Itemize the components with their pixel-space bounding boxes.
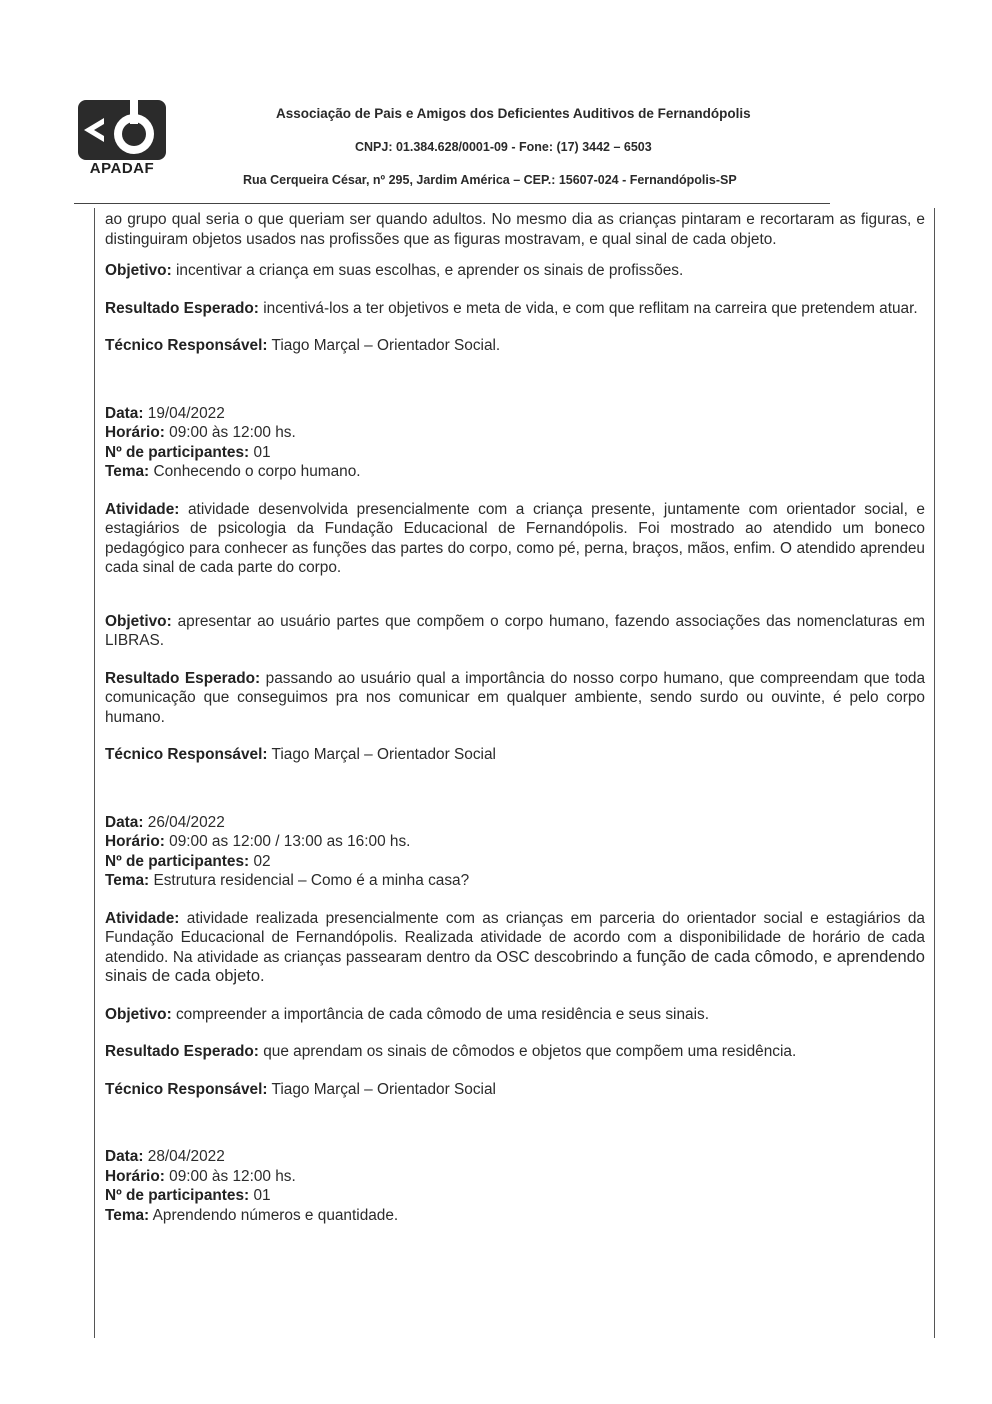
label-data: Data:	[105, 813, 144, 831]
header-divider	[74, 203, 830, 204]
intro-objetivo-text: incentivar a criança em suas escolhas, e aprender os sinais de profissões.	[175, 262, 684, 279]
label-tema: Tema:	[105, 872, 150, 889]
entry-horario-value: 09:00 às 12:00 hs.	[169, 1167, 296, 1185]
entry-horario-value: 09:00 as 12:00 / 13:00 as 16:00 hs.	[169, 833, 411, 850]
document-body	[105, 210, 925, 1225]
entry-data	[105, 1147, 925, 1167]
entry-tema	[105, 871, 925, 891]
label-atividade: Atividade:	[105, 500, 180, 518]
entry-participantes	[105, 443, 925, 463]
label-horario: Horário:	[105, 1167, 165, 1185]
entry-horario-value: 09:00 às 12:00 hs.	[169, 424, 296, 441]
label-tecnico: Técnico Responsável:	[105, 1080, 268, 1098]
cnpj-phone: CNPJ: 01.384.628/0001-09 - Fone: (17) 3442 – 6503	[355, 140, 652, 154]
intro-tecnico	[105, 336, 925, 356]
label-atividade: Atividade:	[105, 909, 180, 927]
label-tema: Tema:	[105, 1206, 150, 1224]
label-objetivo: Objetivo:	[105, 1005, 172, 1023]
label-tecnico: Técnico Responsável:	[105, 337, 268, 354]
entry-atividade-text: atividade desenvolvida presencialmente com a criança presente, juntamente com orientador social, e estagiários de psicologia da Fundação Educacional de Fernandópolis. Foi mostrado ao atendido um boneco pedagógico para conhecer as funções das partes do corpo, como pé, perna, braços, mãos, enfim. O atendido aprendeu cada sinal de cada parte do corpo.	[105, 500, 925, 576]
entry-objetivo-text: compreender a importância de cada cômodo de uma residência e seus sinais.	[175, 1005, 709, 1023]
label-data: Data:	[105, 1148, 144, 1165]
label-participantes: Nº de participantes:	[105, 1187, 250, 1204]
label-resultado: Resultado Esperado:	[105, 669, 261, 687]
entry-data-value: 19/04/2022	[147, 404, 225, 422]
label-resultado: Resultado Esperado:	[105, 1043, 259, 1060]
entry-tecnico	[105, 745, 925, 765]
intro-objetivo	[105, 261, 925, 281]
intro-tecnico-text: Tiago Marçal – Orientador Social.	[271, 337, 501, 354]
org-name: Associação de Pais e Amigos dos Deficientes Auditivos de Fernandópolis	[276, 106, 751, 121]
entry-tecnico-text: Tiago Marçal – Orientador Social	[271, 746, 496, 763]
label-data: Data:	[105, 404, 144, 422]
label-tema: Tema:	[105, 463, 150, 480]
entry-horario	[105, 423, 925, 443]
entry-participantes-value: 01	[253, 1187, 271, 1204]
entry-resultado	[105, 669, 925, 728]
entry-participantes-value: 02	[253, 852, 271, 870]
entry-tema	[105, 462, 925, 482]
label-horario: Horário:	[105, 833, 165, 850]
intro-resultado-text: incentivá-los a ter objetivos e meta de vida, e com que reflitam na carreira que pretendem atuar.	[263, 299, 918, 317]
label-tecnico: Técnico Responsável:	[105, 746, 268, 763]
entry-tecnico-text: Tiago Marçal – Orientador Social	[271, 1080, 496, 1098]
address: Rua Cerqueira César, nº 295, Jardim América – CEP.: 15607-024 - Fernandópolis-SP	[243, 173, 737, 187]
entry-objetivo	[105, 612, 925, 651]
entry-resultado-text: que aprendam os sinais de cômodos e objetos que compõem uma residência.	[263, 1043, 797, 1060]
entry-data-value: 28/04/2022	[147, 1148, 225, 1165]
entry-tema-value: Aprendendo números e quantidade.	[152, 1206, 399, 1224]
entry-objetivo-text: apresentar ao usuário partes que compõem o corpo humano, fazendo associações das nomenclaturas em LIBRAS.	[105, 612, 925, 649]
entry-horario	[105, 832, 925, 852]
entry-28-04	[105, 1147, 925, 1225]
label-objetivo: Objetivo:	[105, 262, 172, 279]
entry-atividade-text-end: a função de cada cômodo, e aprendendo sinais de cada objeto.	[105, 947, 925, 985]
entry-data-value: 26/04/2022	[147, 813, 225, 831]
entry-resultado	[105, 1042, 925, 1062]
label-objetivo: Objetivo:	[105, 612, 172, 630]
label-horario: Horário:	[105, 424, 165, 441]
entry-26-04	[105, 813, 925, 1100]
entry-atividade	[105, 500, 925, 578]
entry-tema-value: Conhecendo o corpo humano.	[153, 463, 361, 480]
entry-tema	[105, 1206, 925, 1226]
entry-atividade	[105, 909, 925, 987]
label-resultado: Resultado Esperado:	[105, 299, 259, 317]
entry-participantes	[105, 1186, 925, 1206]
entry-participantes	[105, 852, 925, 872]
entry-horario	[105, 1167, 925, 1187]
label-participantes: Nº de participantes:	[105, 443, 250, 461]
entry-tema-value: Estrutura residencial – Como é a minha casa?	[153, 872, 470, 889]
entry-tecnico	[105, 1080, 925, 1100]
entry-atividade-text: atividade realizada presencialmente com as crianças em parceria do orientador social e estagiários da Fundação Educacional de Fernandópolis. Realizada atividade de acordo com a disponibilidade de horário de cada atendido. Na atividade as crianças passearam dentro da OSC descobrindo	[105, 909, 925, 966]
logo-wordmark: APADAF	[89, 160, 155, 177]
entry-objetivo	[105, 1005, 925, 1025]
intro-continuation: ao grupo qual seria o que queriam ser quando adultos. No mesmo dia as crianças pintaram e recortaram as figuras, e distinguiram objetos usados nas profissões que as figuras mostravam, e qual sinal de cada objeto.	[105, 211, 925, 248]
intro-resultado	[105, 299, 925, 319]
entry-resultado-text: passando ao usuário qual a importância do nosso corpo humano, que compreendam que toda comunicação que conseguimos pra nos comunicar em qualquer ambiente, sendo surdo ou ouvinte, é pelo corpo humano.	[105, 669, 925, 726]
entry-data	[105, 404, 925, 424]
entry-participantes-value: 01	[253, 443, 271, 461]
entry-data	[105, 813, 925, 833]
label-participantes: Nº de participantes:	[105, 852, 250, 870]
entry-19-04	[105, 404, 925, 765]
